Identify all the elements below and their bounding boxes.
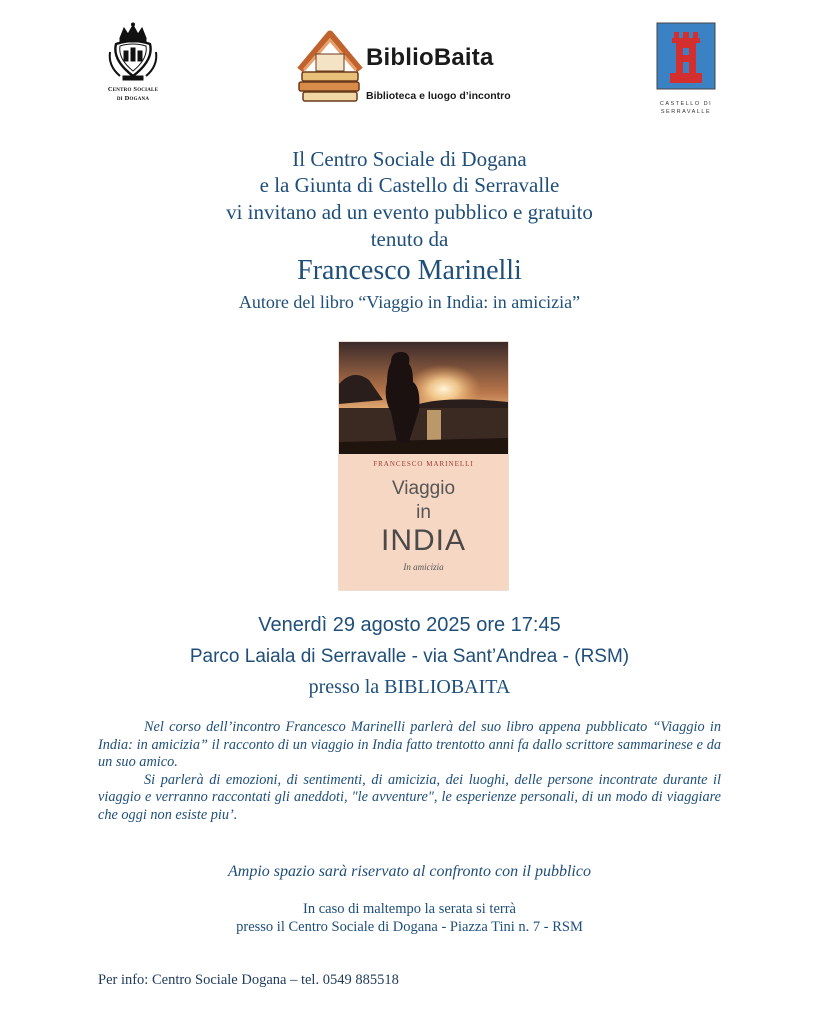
right-logo-caption-2: SERRAVALLE (660, 109, 712, 115)
intro-line-4: tenuto da (370, 227, 449, 251)
castello-serravalle-logo (652, 22, 720, 115)
sunset-photo (339, 342, 508, 454)
bibliobaita-subtitle: Biblioteca e luogo d’incontro (366, 90, 511, 102)
cover-title-line-2: in (416, 502, 431, 523)
speaker-name: Francesco Marinelli (297, 255, 522, 286)
event-description (98, 719, 721, 824)
left-logo-caption-1: Centro Sociale (107, 86, 159, 93)
bibliobaita-title: BiblioBaita (366, 44, 494, 71)
cover-author: FRANCESCO MARINELLI (373, 460, 474, 468)
book-hut-icon (296, 30, 364, 110)
intro-line-3: vi invitano ad un evento pubblico e gratuito (226, 200, 593, 224)
bad-weather-line-2: presso il Centro Sociale di Dogana - Piazza Tini n. 7 - RSM (236, 919, 583, 935)
cover-title-line-1: Viaggio (391, 478, 456, 499)
centro-sociale-dogana-logo (100, 22, 166, 102)
cover-title-line-3: INDIA (380, 524, 466, 557)
event-place: Parco Laiala di Serravalle - via Sant’Andrea - (RSM) (189, 646, 630, 667)
event-date: Venerdì 29 agosto 2025 ore 17:45 (258, 614, 561, 636)
book-author-line: Autore del libro “Viaggio in India: in amicizia” (238, 292, 581, 312)
bad-weather-line-1: In caso di maltempo la serata si terrà (303, 901, 516, 917)
tower-shield-icon (656, 22, 716, 94)
right-logo-caption-1: CASTELLO DI (659, 101, 713, 107)
intro-line-2: e la Giunta di Castello di Serravalle (259, 173, 560, 197)
event-venue: presso la BIBLIOBAITA (308, 676, 511, 698)
description-paragraph-2: Si parlerà di emozioni, di sentimenti, di amicizia, dei luoghi, delle persone incontrate durante il viaggio e verranno raccontati gli aneddoti, "le avventure", le esperienze personali, di un modo di viaggiare che oggi non esiste piu’. (98, 771, 721, 823)
intro-line-1: Il Centro Sociale di Dogana (292, 147, 527, 171)
bibliobaita-logo (296, 30, 536, 110)
left-logo-caption-2: di Dogana (116, 95, 150, 102)
contact-info: Per info: Centro Sociale Dogana – tel. 0549 885518 (98, 972, 399, 988)
crown-coat-of-arms-icon (106, 22, 160, 84)
book-cover (339, 342, 508, 590)
closing-note: Ampio spazio sarà riservato al confronto con il pubblico (228, 863, 591, 880)
description-paragraph-1: Nel corso dell’incontro Francesco Marinelli parlerà del suo libro appena pubblicato “Viaggio in India: in amicizia” il racconto di un viaggio in India fatto trentotto anni fa dallo scrittore sammarinese e da un suo amico. (98, 719, 721, 770)
cover-subtitle: In amicizia (403, 562, 444, 572)
